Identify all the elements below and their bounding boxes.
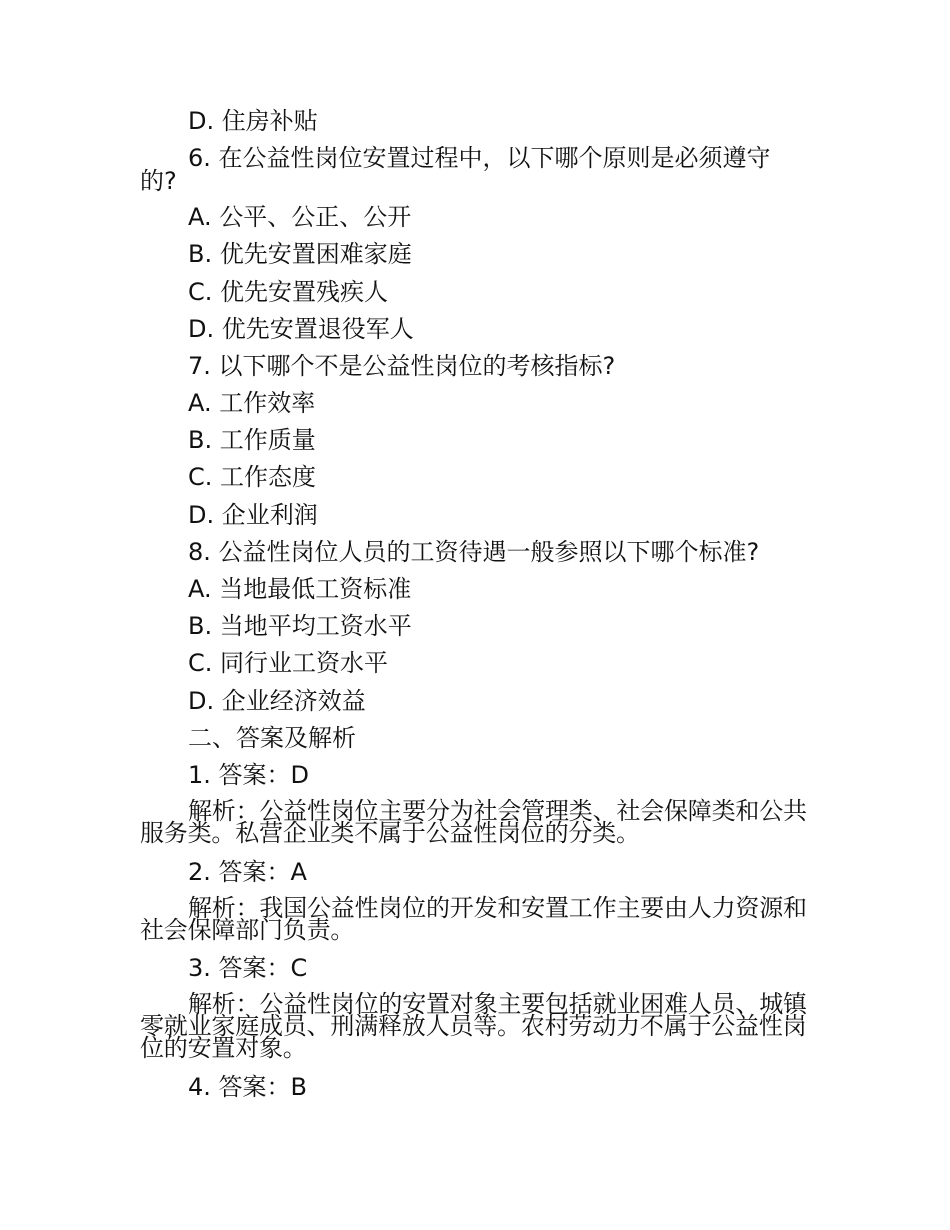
option-8b: B. 当地平均工资水平 bbox=[188, 612, 412, 640]
question-8: 8. 公益性岗位人员的工资待遇一般参照以下哪个标准? bbox=[188, 538, 760, 566]
question-6-continued: 的? bbox=[140, 167, 177, 195]
option-5d: D. 住房补贴 bbox=[188, 107, 318, 135]
question-7: 7. 以下哪个不是公益性岗位的考核指标? bbox=[188, 352, 616, 380]
option-7d: D. 企业利润 bbox=[188, 501, 318, 529]
option-6a: A. 公平、公正、公开 bbox=[188, 203, 412, 231]
explanation-1: 解析：公益性岗位主要分为社会管理类、社会保障类和公共服务类。私营企业类不属于公益性岗位的分类。 bbox=[140, 797, 807, 847]
section-heading-answers: 二、答案及解析 bbox=[188, 724, 356, 752]
option-6c: C. 优先安置残疾人 bbox=[188, 278, 389, 306]
option-6b: B. 优先安置困难家庭 bbox=[188, 240, 412, 268]
answer-2: 2. 答案：A bbox=[188, 858, 307, 886]
explanation-3: 解析：公益性岗位的安置对象主要包括就业困难人员、城镇零就业家庭成员、刑满释放人员等。农村劳动力不属于公益性岗位的安置对象。 bbox=[140, 990, 807, 1062]
option-7b: B. 工作质量 bbox=[188, 426, 316, 454]
answer-3: 3. 答案：C bbox=[188, 954, 308, 982]
option-8a: A. 当地最低工资标准 bbox=[188, 575, 412, 603]
explanation-2: 解析：我国公益性岗位的开发和安置工作主要由人力资源和社会保障部门负责。 bbox=[140, 894, 807, 944]
option-7a: A. 工作效率 bbox=[188, 389, 316, 417]
question-6: 6. 在公益性岗位安置过程中，以下哪个原则是必须遵守 bbox=[188, 144, 771, 172]
option-6d: D. 优先安置退役军人 bbox=[188, 315, 414, 343]
option-8c: C. 同行业工资水平 bbox=[188, 649, 389, 677]
answer-1: 1. 答案：D bbox=[188, 761, 310, 789]
option-7c: C. 工作态度 bbox=[188, 463, 317, 491]
answer-4: 4. 答案：B bbox=[188, 1073, 307, 1101]
option-8d: D. 企业经济效益 bbox=[188, 687, 366, 715]
